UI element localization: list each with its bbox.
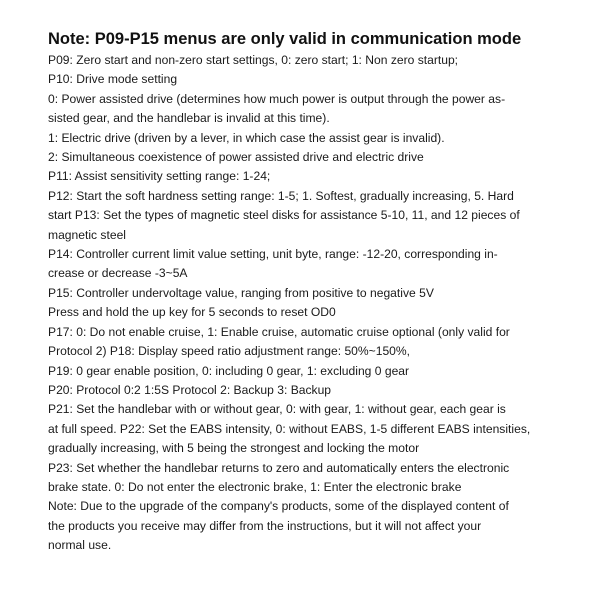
- text-line: magnetic steel: [48, 227, 126, 242]
- text-line: P10: Drive mode setting: [48, 72, 178, 87]
- text-line: sisted gear, and the handlebar is invalid at this time).: [48, 111, 330, 126]
- text-line: at full speed. P22: Set the EABS intensity, 0: without EABS, 1-5 different EABS intensities,: [48, 421, 531, 436]
- instructions-body: [48, 51, 552, 556]
- text-line: gradually increasing, with 5 being the strongest and locking the motor: [48, 441, 420, 456]
- text-line: normal use.: [48, 538, 112, 553]
- text-line: P21: Set the handlebar with or without gear, 0: with gear, 1: without gear, each gear is: [48, 402, 506, 417]
- text-line: 1: Electric drive (driven by a lever, in which case the assist gear is invalid).: [48, 130, 445, 145]
- text-line: Note: Due to the upgrade of the company's products, some of the displayed content of: [48, 499, 509, 514]
- text-line: P15: Controller undervoltage value, ranging from positive to negative 5V: [48, 285, 434, 300]
- text-line: Press and hold the up key for 5 seconds to reset OD0: [48, 305, 336, 320]
- text-line: P11: Assist sensitivity setting range: 1-24;: [48, 169, 271, 184]
- text-line: P19: 0 gear enable position, 0: including 0 gear, 1: excluding 0 gear: [48, 363, 410, 378]
- text-line: brake state. 0: Do not enter the electronic brake, 1: Enter the electronic brake: [48, 479, 462, 494]
- document: [48, 29, 552, 556]
- text-line: 2: Simultaneous coexistence of power assisted drive and electric drive: [48, 150, 424, 165]
- text-line: P17: 0: Do not enable cruise, 1: Enable cruise, automatic cruise optional (only valid for: [48, 324, 510, 339]
- text-line: start P13: Set the types of magnetic steel disks for assistance 5-10, 11, and 12 pieces of: [48, 208, 520, 223]
- text-line: P12: Start the soft hardness setting range: 1-5; 1. Softest, gradually increasing, 5. Hard: [48, 188, 514, 203]
- note-title: Note: P09-P15 menus are only valid in communication mode: [48, 30, 522, 48]
- text-line: P23: Set whether the handlebar returns to zero and automatically enters the electronic: [48, 460, 510, 475]
- text-line: P14: Controller current limit value setting, unit byte, range: -12-20, corresponding in-: [48, 247, 498, 262]
- text-line: P20: Protocol 0:2 1:5S Protocol 2: Backup 3: Backup: [48, 382, 332, 397]
- text-line: crease or decrease -3~5A: [48, 266, 188, 281]
- text-line: the products you receive may differ from the instructions, but it will not affect your: [48, 518, 482, 533]
- text-line: 0: Power assisted drive (determines how much power is output through the power as-: [48, 91, 506, 106]
- text-line: P09: Zero start and non-zero start settings, 0: zero start; 1: Non zero startup;: [48, 53, 459, 67]
- text-line: Protocol 2) P18: Display speed ratio adjustment range: 50%~150%,: [48, 344, 411, 359]
